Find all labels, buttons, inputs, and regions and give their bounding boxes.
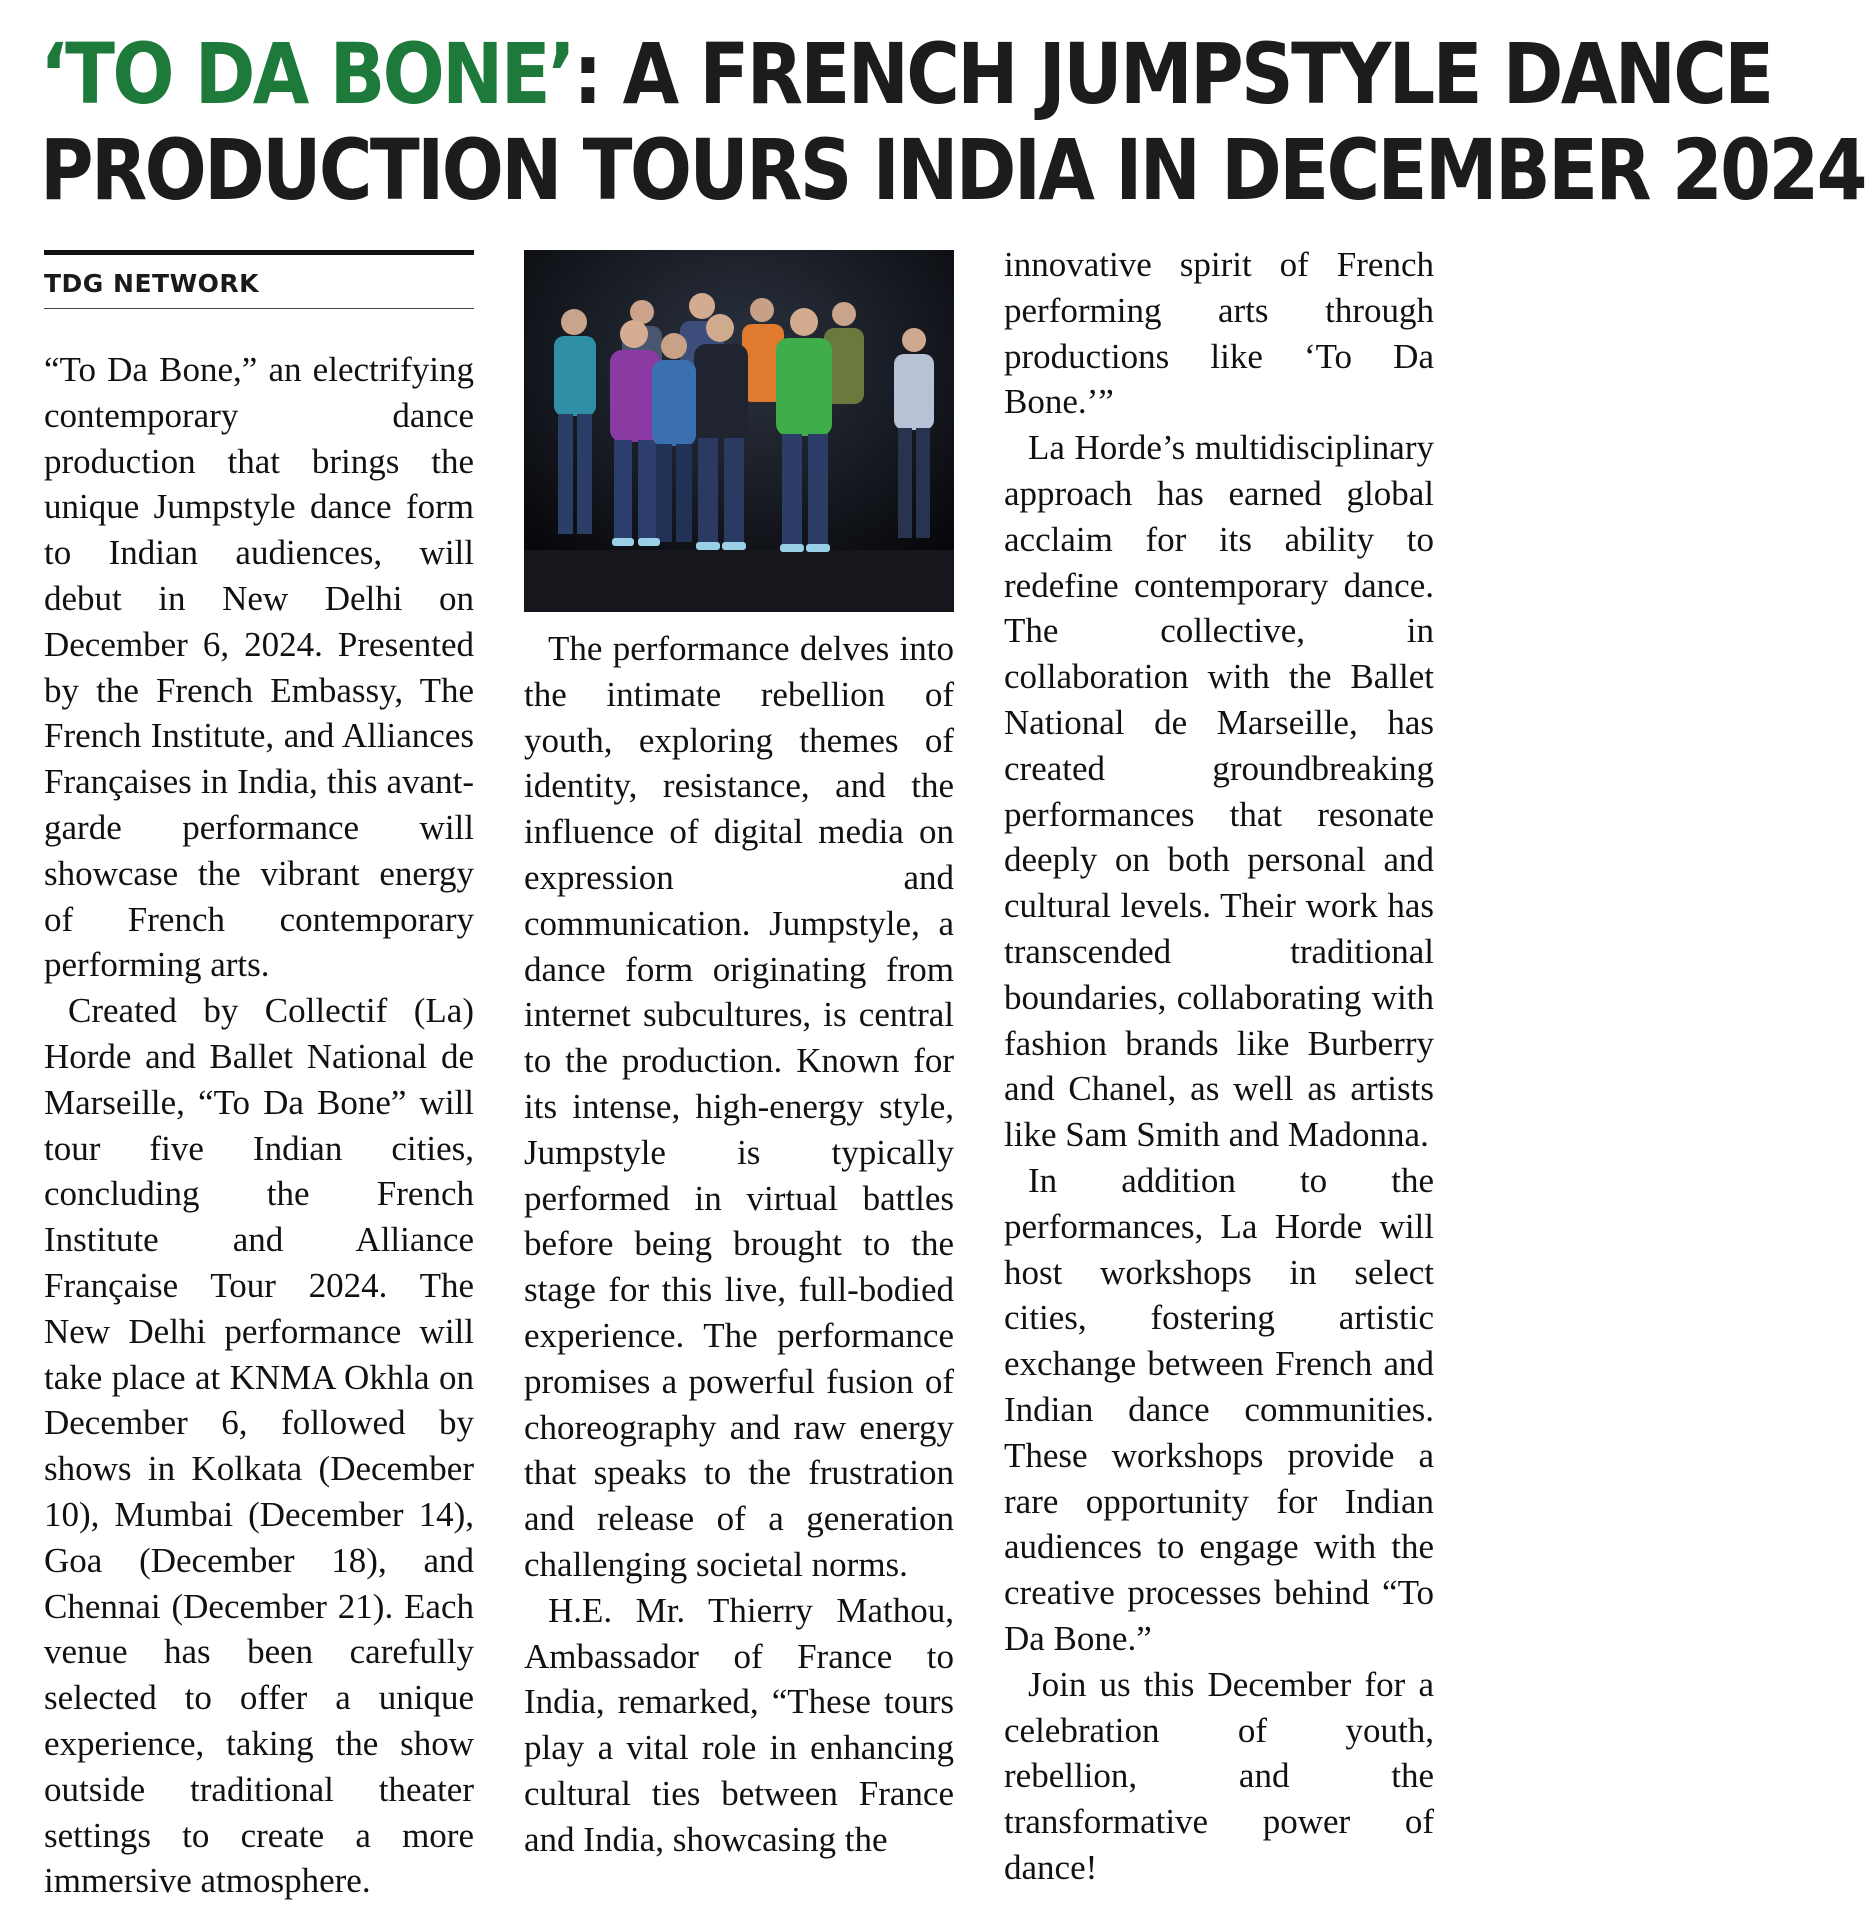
- article-column-1: [44, 250, 474, 1904]
- paragraph: innovative spirit of French performing arts through productions like ‘To Da Bone.’”: [1004, 245, 1434, 422]
- headline-line2: PRODUCTION TOURS INDIA IN DECEMBER 2024: [40, 121, 1865, 219]
- paragraph: Created by Collectif (La) Horde and Ballet National de Marseille, “To Da Bone” will tour five Indian cities, concluding the French Institute and Alliance Française Tour 2024. The New Delhi performance will take place at KNMA Okhla on December 6, followed by shows in Kolkata (December 10), Mumbai (December 14), Goa (December 18), and Chennai (December 21). Each venue has been carefully selected to offer a unique experience, taking the show outside traditional theater settings to create a more immersive atmosphere.: [44, 991, 474, 1901]
- dancers-illustration: [524, 250, 954, 612]
- article-column-2: [524, 250, 954, 1863]
- column-2-text: [524, 626, 954, 1863]
- paragraph: La Horde’s multidisciplinary approach has earned global acclaim for its ability to redefine contemporary dance. The collective, in collaboration with the Ballet National de Marseille, has created groundbreaking performances that resonate deeply on both personal and cultural levels. Their work has transcended traditional boundaries, collaborating with fashion brands like Burberry and Chanel, as well as artists like Sam Smith and Madonna.: [1004, 428, 1434, 1155]
- article-column-3: [1004, 245, 1434, 1891]
- paragraph: “To Da Bone,” an electrifying contemporary dance production that brings the unique Jumpstyle dance form to Indian audiences, will debut in New Delhi on December 6, 2024. Presented by the French Embassy, The French Institute, and Alliances Françaises in India, this avant-garde performance will showcase the vibrant energy of French contemporary performing arts.: [44, 350, 474, 985]
- paragraph: H.E. Mr. Thierry Mathou, Ambassador of France to India, remarked, “These tours play a vital role in enhancing cultural ties between France and India, showcasing the: [524, 1590, 954, 1859]
- byline: TDG NETWORK: [44, 255, 474, 309]
- paragraph: The performance delves into the intimate rebellion of youth, exploring themes of identity, resistance, and the influence of digital media on expression and communication. Jumpstyle, a dance form originating from internet subcultures, is central to the production. Known for its intense, high-energy style, Jumpstyle is typically performed in virtual battles before being brought to the stage for this live, full-bodied experience. The performance promises a powerful fusion of choreography and raw energy that speaks to the frustration and release of a generation challenging societal norms.: [524, 629, 954, 1584]
- paragraph: In addition to the performances, La Horde will host workshops in select cities, fostering artistic exchange between French and Indian dance communities. These workshops provide a rare opportunity for Indian audiences to engage with the creative processes behind “To Da Bone.”: [1004, 1160, 1434, 1658]
- column-3-text: [1004, 242, 1434, 1891]
- headline-highlight: ‘TO DA BONE’: [40, 25, 574, 123]
- dancers-photo-icon: [524, 250, 954, 612]
- headline: [40, 25, 1865, 219]
- paragraph: Join us this December for a celebration of youth, rebellion, and the transformative power of dance!: [1004, 1664, 1434, 1887]
- headline-line1-rest: : A FRENCH JUMPSTYLE DANCE: [573, 25, 1772, 123]
- column-1-text: [44, 347, 474, 1904]
